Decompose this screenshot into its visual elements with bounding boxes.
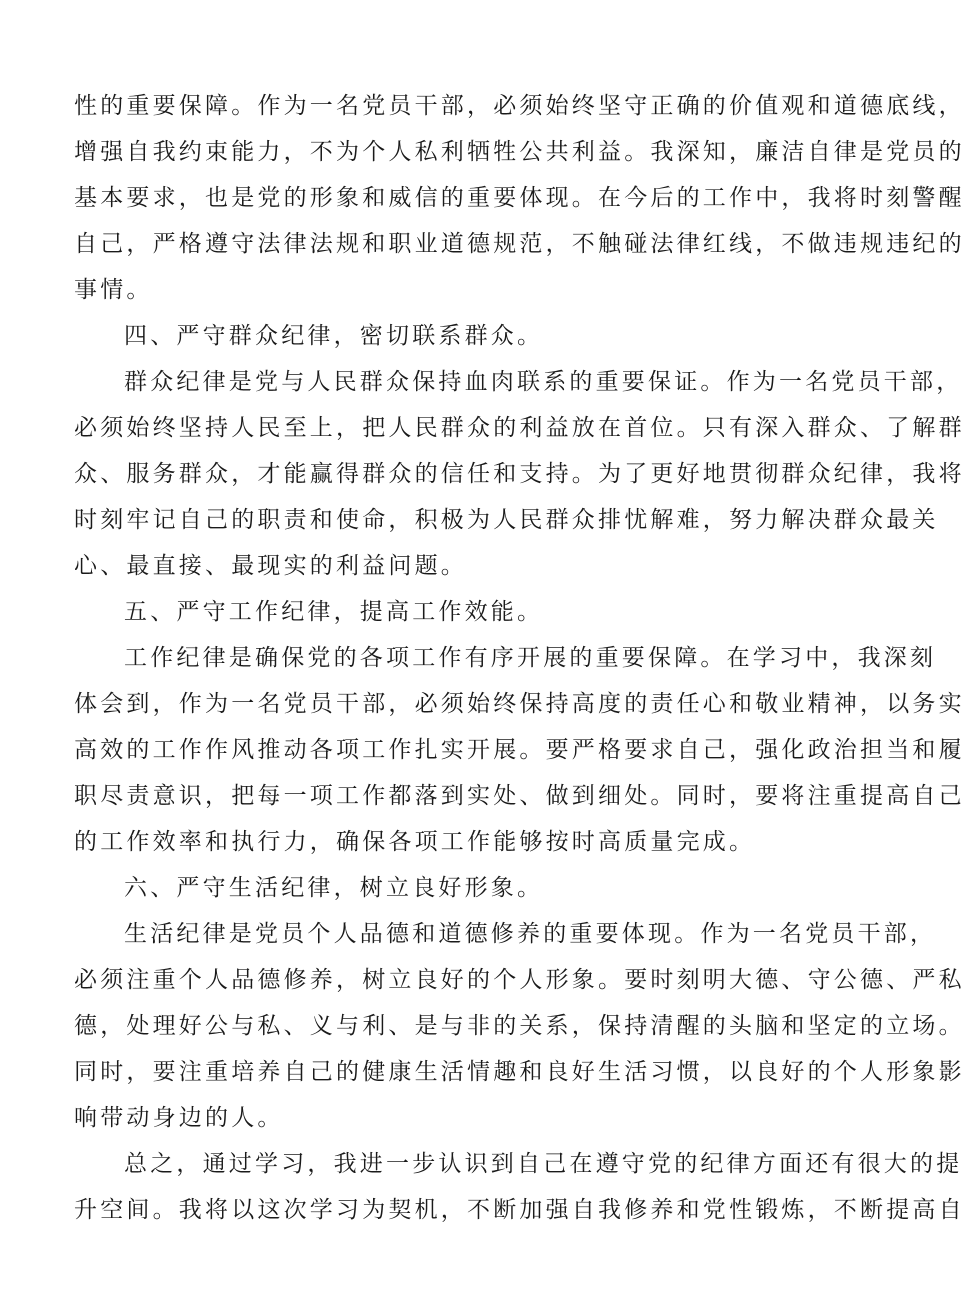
text-line: 德，处理好公与私、义与利、是与非的关系，保持清醒的头脑和坚定的立场。 bbox=[74, 1013, 965, 1039]
text-line: 必须注重个人品德修养，树立良好的个人形象。要时刻明大德、守公德、严私 bbox=[74, 967, 965, 993]
text-line: 同时，要注重培养自己的健康生活情趣和良好生活习惯，以良好的个人形象影 bbox=[74, 1059, 965, 1085]
paragraph-first-line: 四、严守群众纪律，密切联系群众。 bbox=[124, 323, 544, 349]
text-line: 响带动身边的人。 bbox=[74, 1105, 284, 1131]
document-body bbox=[74, 83, 965, 1233]
text-line: 必须始终坚持人民至上，把人民群众的利益放在首位。只有深入群众、了解群 bbox=[74, 415, 965, 441]
paragraph-first-line: 六、严守生活纪律，树立良好形象。 bbox=[124, 875, 544, 901]
paragraph-first-line: 群众纪律是党与人民群众保持血肉联系的重要保证。作为一名党员干部， bbox=[124, 369, 963, 395]
paragraph-first-line: 生活纪律是党员个人品德和道德修养的重要体现。作为一名党员干部， bbox=[124, 921, 937, 947]
text-line: 自己，严格遵守法律法规和职业道德规范，不触碰法律红线，不做违规违纪的 bbox=[74, 231, 965, 257]
paragraph-first-line: 工作纪律是确保党的各项工作有序开展的重要保障。在学习中，我深刻 bbox=[124, 645, 937, 671]
text-line: 体会到，作为一名党员干部，必须始终保持高度的责任心和敬业精神，以务实 bbox=[74, 691, 965, 717]
text-line: 心、最直接、最现实的利益问题。 bbox=[74, 553, 467, 579]
text-line: 事情。 bbox=[74, 277, 153, 303]
text-line: 升空间。我将以这次学习为契机，不断加强自我修养和党性锻炼，不断提高自 bbox=[74, 1197, 965, 1223]
text-line: 时刻牢记自己的职责和使命，积极为人民群众排忧解难，努力解决群众最关 bbox=[74, 507, 939, 533]
text-line: 高效的工作作风推动各项工作扎实开展。要严格要求自己，强化政治担当和履 bbox=[74, 737, 965, 763]
text-line: 增强自我约束能力，不为个人私利牺牲公共利益。我深知，廉洁自律是党员的 bbox=[74, 139, 965, 165]
text-line: 职尽责意识，把每一项工作都落到实处、做到细处。同时，要将注重提高自己 bbox=[74, 783, 965, 809]
text-line: 的工作效率和执行力，确保各项工作能够按时高质量完成。 bbox=[74, 829, 756, 855]
paragraph-first-line: 五、严守工作纪律，提高工作效能。 bbox=[124, 599, 544, 625]
text-line: 基本要求，也是党的形象和威信的重要体现。在今后的工作中，我将时刻警醒 bbox=[74, 185, 965, 211]
paragraph-first-line: 总之，通过学习，我进一步认识到自己在遵守党的纪律方面还有很大的提 bbox=[124, 1151, 963, 1177]
text-line: 性的重要保障。作为一名党员干部，必须始终坚守正确的价值观和道德底线， bbox=[74, 93, 965, 119]
text-line: 众、服务群众，才能赢得群众的信任和支持。为了更好地贯彻群众纪律，我将 bbox=[74, 461, 965, 487]
